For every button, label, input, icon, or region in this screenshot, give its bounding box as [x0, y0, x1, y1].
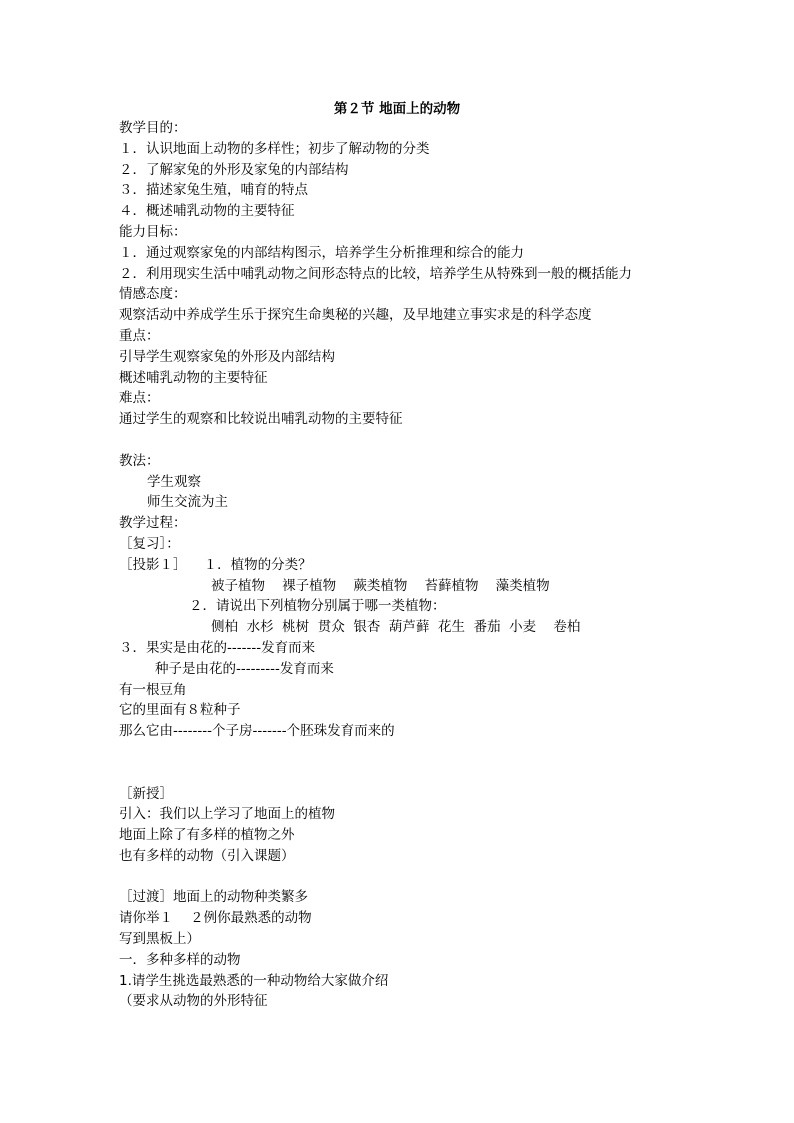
- text-line: 那么它由--------个子房-------个胚珠发育而来的: [119, 723, 395, 740]
- text-line: [119, 763, 719, 784]
- lesson-body: [119, 118, 719, 1012]
- text-line: [119, 742, 719, 763]
- text-line: 写到黑板上）: [119, 931, 200, 948]
- text-line: 通过学生的观察和比较说出哺乳动物的主要特征: [119, 411, 403, 428]
- text-line: 引导学生观察家兔的外形及内部结构: [119, 348, 335, 365]
- text-line: 请你举１ ２例你最熟悉的动物: [119, 910, 312, 927]
- text-line: 概述哺乳动物的主要特征: [119, 369, 268, 386]
- text-line: 地面上除了有多样的植物之外: [119, 827, 295, 844]
- text-line: ３．果实是由花的-------发育而来: [119, 639, 316, 656]
- text-line: [119, 867, 719, 888]
- text-line: ３．描述家兔生殖，哺育的特点: [119, 182, 308, 199]
- text-line: 也有多样的动物（引入课题）: [119, 847, 295, 864]
- text-line: [119, 430, 719, 451]
- text-line: ［投影１］ １．植物的分类？: [119, 556, 312, 573]
- text-line: 观察活动中养成学生乐于探究生命奥秘的兴趣，及早地建立事实求是的科学态度: [119, 307, 592, 324]
- text-line: 教学目的：: [119, 120, 187, 136]
- text-line: ［过渡］地面上的动物种类繁多: [119, 889, 308, 906]
- text-line: ２．了解家兔的外形及家兔的内部结构: [119, 161, 349, 178]
- text-line: ［新授］: [119, 785, 173, 802]
- text-line: 能力目标：: [119, 223, 187, 240]
- text-line: 情感态度：: [119, 286, 187, 303]
- text-line: ２．利用现实生活中哺乳动物之间形态特点的比较，培养学生从特殊到一般的概括能力: [119, 265, 632, 282]
- text-line: 教学过程：: [119, 515, 187, 532]
- text-line: ２．请说出下列植物分别属于哪一类植物：: [189, 598, 446, 615]
- text-line: 1.请学生挑选最熟悉的一种动物给大家做介绍: [119, 972, 389, 989]
- text-line: 它的里面有８粒种子: [119, 702, 241, 719]
- text-line: 侧柏 水杉 桃树 贯众 银杏 葫芦藓 花生 番茄 小麦 卷柏: [211, 619, 581, 636]
- text-line: ［复习］：: [119, 535, 180, 552]
- text-line: 引入：我们以上学习了地面上的植物: [119, 806, 335, 823]
- text-line: ４．概述哺乳动物的主要特征: [119, 203, 295, 220]
- text-line: １．通过观察家兔的内部结构图示，培养学生分析推理和综合的能力: [119, 244, 524, 261]
- text-line: 难点：: [119, 390, 160, 407]
- text-line: 一．多种多样的动物: [119, 951, 241, 968]
- text-line: １．认识地面上动物的多样性；初步了解动物的分类: [119, 140, 430, 157]
- lesson-title: 第２节 地面上的动物: [333, 101, 461, 117]
- text-line: 学生观察: [147, 473, 201, 490]
- text-line: 种子是由花的---------发育而来: [155, 660, 334, 677]
- text-line: 有一根豆角: [119, 681, 187, 698]
- text-line: 师生交流为主: [147, 494, 228, 511]
- text-line: （要求从动物的外形特征: [119, 993, 268, 1010]
- text-line: 重点：: [119, 327, 160, 344]
- text-line: 教法：: [119, 452, 160, 469]
- text-line: 被子植物 裸子植物 蕨类植物 苔藓植物 藻类植物: [211, 577, 550, 594]
